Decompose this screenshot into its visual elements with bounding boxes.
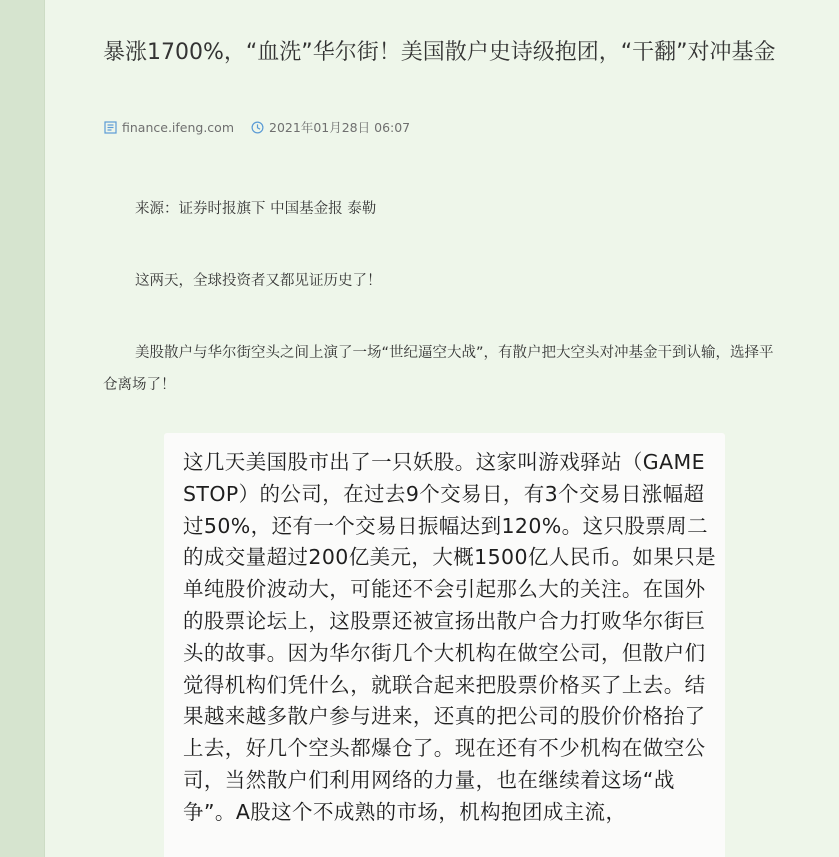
article-paragraph: 美股散户与华尔街空头之间上演了一场“世纪逼空大战”，有散户把大空头对冲基金干到认输，选择平仓离场了！ — [103, 345, 774, 393]
article-container — [45, 0, 839, 857]
clock-icon — [250, 120, 264, 134]
document-icon — [103, 120, 117, 134]
article-paragraph-source: 来源：证券时报旗下 中国基金报 泰勒 — [135, 201, 377, 217]
quote-text: 这几天美国股市出了一只妖股。这家叫游戏驿站（GAME STOP）的公司，在过去9个交易日，有3个交易日涨幅超过50%，还有一个交易日振幅达到120%。这只股票周二的成交量超过200亿美元，大概1500亿人民币。如果只是单纯股价波动大，可能还不会引起那么大的关注。在国外的股票论坛上，这股票还被宣扬出散户合力打败华尔街巨头的故事。因为华尔街几个大机构在做空公司，但散户们觉得机构们凭什么，就联合起来把股票价格买了上去。结果越来越多散户参与进来，还真的把公司的股价价格抬了上去，好几个空头都爆仓了。现在还有不少机构在做空公司，当然散户们利用网络的力量，也在继续着这场“战争”。A股这个不成熟的市场，机构抱团成主流， — [183, 450, 716, 824]
quote-image-box — [164, 433, 725, 857]
article-title: 暴涨1700%，“血洗”华尔街！美国散户史诗级抱团，“干翻”对冲基金 — [103, 40, 776, 65]
article-meta — [103, 117, 410, 137]
article-source-link[interactable]: finance.ifeng.com — [122, 119, 235, 135]
article-paragraph: 这两天，全球投资者又都见证历史了！ — [135, 273, 382, 289]
article-datetime: 2021年01月28日 06:07 — [269, 120, 411, 135]
left-sidebar-strip — [0, 0, 45, 857]
